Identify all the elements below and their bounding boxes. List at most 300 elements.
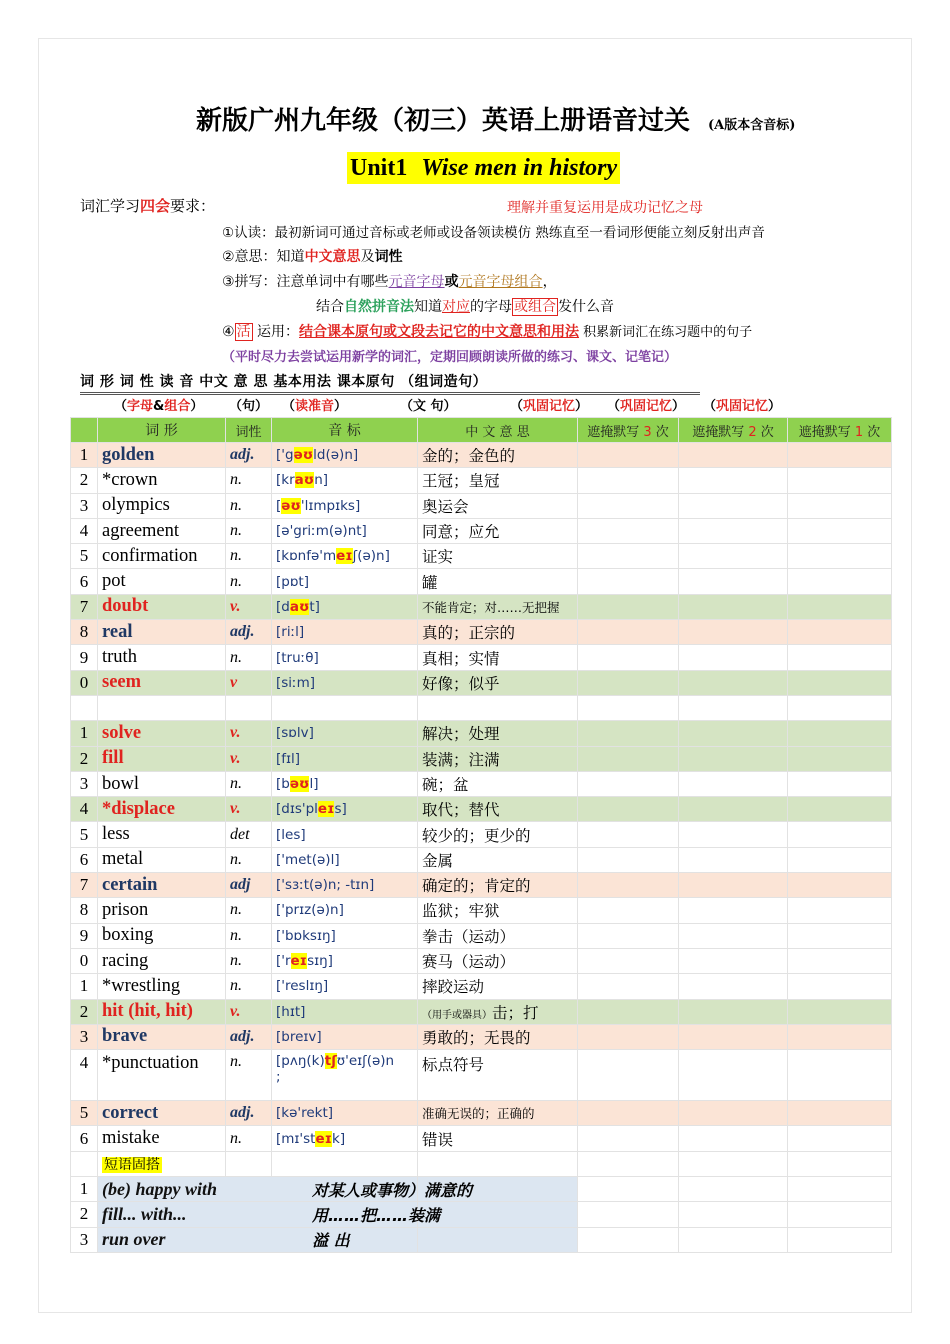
ipa-part: [dɪs'pl <box>276 801 318 818</box>
ipa-part: k] <box>332 1130 346 1147</box>
pos-text: v. <box>230 597 241 615</box>
req-3 <box>222 271 557 291</box>
dictation-cell <box>578 873 679 898</box>
dictation-cell <box>679 1050 788 1101</box>
req-3b-a: 结合 <box>316 299 344 315</box>
dictation-cell <box>788 898 892 923</box>
empty-cell <box>679 1151 788 1176</box>
th-d1-a: 遮掩默写 <box>798 424 855 440</box>
word-cell <box>98 999 226 1024</box>
row-number: 3 <box>71 493 98 518</box>
phrase-text: run over <box>102 1229 166 1250</box>
ipa-part: [d <box>276 598 290 615</box>
sub-1-b: 字母 <box>127 399 154 414</box>
ipa-part: 'lɪmpɪks] <box>300 497 361 514</box>
req-4-b: 活 <box>236 324 251 340</box>
phrase-text: fill... with... <box>102 1203 187 1224</box>
ipa-part: [mɪ'st <box>276 1130 316 1147</box>
ipa-cell <box>272 670 418 695</box>
motto: 理解并重复运用是成功记忆之母 <box>507 200 703 216</box>
dictation-cell <box>578 847 679 872</box>
sub-5-a: （ <box>510 399 524 414</box>
dictation-cell <box>788 594 892 619</box>
ipa-part: ld(ə)n] <box>313 447 359 464</box>
word-text: bowl <box>102 773 139 794</box>
word-cell <box>98 695 226 720</box>
ipa-part: [riːl] <box>276 624 305 641</box>
word-text: correct <box>102 1102 159 1123</box>
ipa-cell <box>272 1024 418 1049</box>
table-row <box>71 797 892 822</box>
row-number: 0 <box>71 948 98 973</box>
pos-cell <box>226 1050 272 1101</box>
row-number <box>71 1151 98 1176</box>
pos-cell <box>226 898 272 923</box>
meaning-text: 罐 <box>422 573 438 592</box>
ipa-part: s] <box>334 801 347 818</box>
dictation-cell <box>679 620 788 645</box>
dictation-cell <box>578 620 679 645</box>
dictation-cell <box>788 974 892 999</box>
word-cell <box>98 974 226 999</box>
table-row <box>71 1050 892 1101</box>
pos-text: adj. <box>230 1104 255 1122</box>
phrase-label-row <box>71 1151 892 1176</box>
table-row <box>71 847 892 872</box>
dictation-cell <box>578 746 679 771</box>
ipa-part: [pɒt] <box>276 573 309 590</box>
dictation-cell <box>679 923 788 948</box>
empty-cell <box>226 1151 272 1176</box>
dictation-cell <box>679 822 788 847</box>
word-cell <box>98 721 226 746</box>
th-d3-b: 次 <box>651 424 669 440</box>
word-cell <box>98 898 226 923</box>
empty-cell <box>272 1151 418 1176</box>
meaning-text: 证实 <box>422 548 454 567</box>
sub-5 <box>510 395 588 414</box>
table-row <box>71 1126 892 1151</box>
dictation-cell <box>578 468 679 493</box>
ipa-cell <box>272 948 418 973</box>
pos-text: n. <box>230 547 242 565</box>
th-dictation-3 <box>578 418 679 443</box>
dictation-cell <box>578 695 679 720</box>
ipa-part: ['prɪz(ə)n] <box>276 902 344 919</box>
req-lead-text: 词汇学习 <box>80 197 141 215</box>
sub-1-c: & <box>153 399 165 414</box>
row-number: 1 <box>71 1177 98 1202</box>
ipa-part: tʃ <box>324 1053 337 1070</box>
dictation-cell <box>679 645 788 670</box>
ipa-part: eɪ <box>336 548 353 565</box>
ipa-part: [hɪt] <box>276 1003 306 1020</box>
row-number: 1 <box>71 443 98 468</box>
word-text: mistake <box>102 1128 160 1149</box>
meaning-cell <box>418 594 578 619</box>
meaning-cell <box>418 771 578 796</box>
ipa-cell <box>272 1126 418 1151</box>
th-d3-a: 遮掩默写 <box>587 424 644 440</box>
meaning-cell <box>418 645 578 670</box>
meaning-cell <box>418 721 578 746</box>
req-3-a: ③拼写：注意单词中有哪些 <box>222 274 389 290</box>
meaning-note: （用手或器具） <box>422 1009 492 1021</box>
dictation-cell <box>679 898 788 923</box>
th-dictation-2 <box>679 418 788 443</box>
req-3-d: 元音字母组合 <box>458 274 543 290</box>
meaning-cell <box>418 873 578 898</box>
pos-cell <box>226 746 272 771</box>
word-cell <box>98 468 226 493</box>
phrase-label-cell <box>98 1151 226 1176</box>
word-text: boxing <box>102 925 154 946</box>
word-cell <box>98 822 226 847</box>
dictation-cell <box>788 544 892 569</box>
ipa-part: eɪ <box>317 801 335 818</box>
phrase-row <box>71 1202 892 1227</box>
row-number: 6 <box>71 569 98 594</box>
table-row <box>71 493 892 518</box>
pos-cell <box>226 1024 272 1049</box>
phrase-meaning-cell <box>312 1202 578 1227</box>
pos-text: n. <box>230 926 242 944</box>
ipa-part: ['r <box>276 953 291 970</box>
dictation-cell <box>788 873 892 898</box>
row-number: 5 <box>71 544 98 569</box>
meaning-cell <box>418 797 578 822</box>
dictation-cell <box>788 822 892 847</box>
word-cell <box>98 771 226 796</box>
dictation-cell <box>578 493 679 518</box>
ipa-part: [kɒnfə'm <box>276 548 337 565</box>
ipa-cell <box>272 594 418 619</box>
meaning-text: 碗；盆 <box>422 776 469 794</box>
req-2 <box>222 246 403 266</box>
dictation-cell <box>788 1050 892 1101</box>
title-note: (A版本含音标) <box>708 118 796 133</box>
sub-1-a: （ <box>114 399 128 414</box>
ipa-cont: ; <box>276 1069 281 1086</box>
meaning-cell <box>418 974 578 999</box>
dictation-cell <box>679 569 788 594</box>
dictation-cell <box>679 468 788 493</box>
table-row <box>71 822 892 847</box>
pos-text: n. <box>230 850 242 868</box>
meaning-text: 好像；似乎 <box>422 674 500 693</box>
dictation-cell <box>679 518 788 543</box>
word-cell <box>98 443 226 468</box>
row-number: 6 <box>71 1126 98 1151</box>
meaning-text: 监狱；牢狱 <box>422 902 500 921</box>
req-3b-f: 或组合 <box>514 299 556 315</box>
page-title <box>196 100 795 137</box>
word-text: hit (hit, hit) <box>102 1001 193 1022</box>
req-1: ①认读：最初新词可通过音标或老师或设备领读模仿 熟练直至一看词形便能立刻反射出声音 <box>222 225 765 241</box>
table-row <box>71 468 892 493</box>
word-text: brave <box>102 1026 148 1047</box>
vocab-body <box>71 443 892 1253</box>
req-3-c: 或 <box>444 274 459 290</box>
ipa-part: [sɒlv] <box>276 725 314 742</box>
word-cell <box>98 620 226 645</box>
dictation-cell <box>788 1227 892 1252</box>
word-cell <box>98 797 226 822</box>
ipa-part: [siːm] <box>276 674 316 691</box>
ipa-part: [breɪv] <box>276 1028 322 1045</box>
table-row <box>71 1024 892 1049</box>
table-row <box>71 771 892 796</box>
phrase-label: 短语固搭 <box>104 1156 160 1173</box>
dictation-cell <box>578 721 679 746</box>
phrase-cell <box>98 1227 418 1252</box>
dictation-cell <box>578 518 679 543</box>
word-cell <box>98 923 226 948</box>
word-text: golden <box>102 444 155 465</box>
pos-cell <box>226 999 272 1024</box>
word-text: *crown <box>102 469 158 490</box>
req-2-a: ②意思：知道 <box>222 249 305 265</box>
phrase-meaning-text: 用……把……装满 <box>312 1205 441 1225</box>
word-text: doubt <box>102 596 149 617</box>
table-row <box>71 974 892 999</box>
pos-text: n. <box>230 572 242 590</box>
dictation-cell <box>679 847 788 872</box>
pos-cell <box>226 873 272 898</box>
req-lead-end: 要求： <box>170 197 216 215</box>
pos-cell <box>226 468 272 493</box>
pos-text: v. <box>230 749 241 767</box>
pos-text: adj. <box>230 1027 255 1045</box>
meaning-text: 较少的；更少的 <box>422 826 531 845</box>
row-number: 0 <box>71 670 98 695</box>
meaning-text: 标点符号 <box>422 1056 485 1075</box>
meaning-text: 奥运会 <box>422 497 469 516</box>
sub-3-e: ） <box>334 399 348 414</box>
word-text: *punctuation <box>102 1053 199 1074</box>
row-number: 3 <box>71 1024 98 1049</box>
dictation-cell <box>679 948 788 973</box>
pos-text: n. <box>230 775 242 792</box>
ipa-part: [ <box>276 497 282 514</box>
table-row <box>71 948 892 973</box>
ipa-cell <box>272 544 418 569</box>
phrase-meaning-text: 对某人或事物）满意的 <box>312 1180 473 1200</box>
meaning-text: 取代；替代 <box>422 801 500 820</box>
dictation-cell <box>788 1101 892 1126</box>
row-number: 1 <box>71 974 98 999</box>
table-row <box>71 594 892 619</box>
ipa-cell <box>272 822 418 847</box>
ipa-part: [ə'griːm(ə)nt] <box>276 523 367 540</box>
ipa-cell <box>272 999 418 1024</box>
unit-label: Unit1 <box>350 155 408 181</box>
vocab-table <box>70 417 892 1253</box>
meaning-text: 摔跤运动 <box>422 978 485 997</box>
sub-1 <box>114 395 203 414</box>
req-3b <box>316 296 614 316</box>
table-row <box>71 670 892 695</box>
word-cell <box>98 948 226 973</box>
row-number: 8 <box>71 620 98 645</box>
row-number: 2 <box>71 1202 98 1227</box>
ipa-part: [truːθ] <box>276 649 319 666</box>
word-cell <box>98 1024 226 1049</box>
meaning-cell <box>418 847 578 872</box>
meaning-cell <box>418 670 578 695</box>
sub-6 <box>607 395 685 414</box>
meaning-text: 错误 <box>422 1130 454 1149</box>
ipa-part: ['bɒksɪŋ] <box>276 927 336 944</box>
table-row <box>71 999 892 1024</box>
word-text: *displace <box>102 798 175 819</box>
sub-7-a: （ <box>703 399 717 414</box>
req-5: （平时尽力去尝试运用新学的词汇，定期回顾朗读所做的练习、课文、记笔记） <box>222 350 678 365</box>
ipa-part: l] <box>309 776 319 792</box>
dictation-cell <box>788 1024 892 1049</box>
dictation-cell <box>788 771 892 796</box>
meaning-cell <box>418 443 578 468</box>
pos-text: det <box>230 825 250 843</box>
meaning-text: 金属 <box>422 851 454 870</box>
table-row <box>71 518 892 543</box>
title-text: 新版广州九年级（初三）英语上册语音过关 <box>196 106 691 136</box>
column-guide: 词 形 词 性 读 音 中文 意 思 基本用法 课本原句 （组词造句） <box>80 371 700 395</box>
dictation-cell <box>679 670 788 695</box>
sub-5-b: 巩固记忆 <box>523 399 576 414</box>
pos-cell <box>226 443 272 468</box>
pos-cell <box>226 670 272 695</box>
dictation-cell <box>679 999 788 1024</box>
meaning-cell <box>418 1050 578 1101</box>
ipa-part: [fɪl] <box>276 750 301 767</box>
dictation-cell <box>578 670 679 695</box>
sub-6-a: （ <box>607 399 621 414</box>
th-ipa: 音 标 <box>272 418 418 443</box>
word-text: certain <box>102 874 158 895</box>
word-cell <box>98 518 226 543</box>
sub-1-d: 组合 <box>164 399 191 414</box>
ipa-part: əʊ <box>281 497 301 514</box>
table-row <box>71 569 892 594</box>
dictation-cell <box>788 645 892 670</box>
ipa-part: aʊ <box>289 598 310 615</box>
dictation-cell <box>788 493 892 518</box>
pos-cell <box>226 493 272 518</box>
sub-3-a: （ <box>282 399 296 414</box>
phrase-row <box>71 1227 892 1252</box>
dictation-cell <box>679 1227 788 1252</box>
req-3b-g: 发什么音 <box>558 299 614 315</box>
row-number: 9 <box>71 923 98 948</box>
pos-text: v. <box>230 1002 241 1020</box>
word-text: real <box>102 621 133 642</box>
dictation-cell <box>788 948 892 973</box>
dictation-cell <box>578 1050 679 1101</box>
phrase-meaning-cell <box>312 1227 578 1252</box>
pos-cell <box>226 771 272 796</box>
row-number: 4 <box>71 797 98 822</box>
req-2-d: 词性 <box>374 249 403 265</box>
meaning-text: 确定的；肯定的 <box>422 877 531 896</box>
word-cell <box>98 645 226 670</box>
phrase-meaning-text: 溢 出 <box>312 1231 350 1251</box>
req-3b-b: 自然拼音法 <box>344 299 414 315</box>
ipa-cell <box>272 443 418 468</box>
ipa-part: ʊ'eɪʃ(ə)n <box>336 1053 395 1070</box>
dictation-cell <box>788 670 892 695</box>
meaning-cell <box>418 493 578 518</box>
dictation-cell <box>578 594 679 619</box>
word-text: solve <box>102 722 142 743</box>
table-row <box>71 1101 892 1126</box>
dictation-cell <box>788 468 892 493</box>
pos-text: n. <box>230 522 242 540</box>
dictation-cell <box>788 518 892 543</box>
req-3-e: ， <box>542 274 557 290</box>
table-row <box>71 544 892 569</box>
table-row <box>71 620 892 645</box>
pos-text: adj. <box>230 623 255 641</box>
phrase-meaning-cell <box>312 1177 578 1202</box>
dictation-cell <box>679 873 788 898</box>
sub-4: （文 句） <box>400 399 457 414</box>
sub-7-b: 巩固记忆 <box>716 399 769 414</box>
dictation-cell <box>788 1126 892 1151</box>
meaning-cell <box>418 1101 578 1126</box>
meaning-cell <box>418 822 578 847</box>
dictation-cell <box>578 797 679 822</box>
ipa-part: [b <box>276 776 290 792</box>
req-2-b: 中文意思 <box>304 249 361 265</box>
row-number: 2 <box>71 999 98 1024</box>
meaning-cell <box>418 544 578 569</box>
row-number: 5 <box>71 1101 98 1126</box>
word-cell <box>98 544 226 569</box>
ipa-cell <box>272 771 418 796</box>
table-row <box>71 645 892 670</box>
pos-cell <box>226 797 272 822</box>
dictation-cell <box>679 594 788 619</box>
word-text: agreement <box>102 520 180 541</box>
dictation-cell <box>679 1024 788 1049</box>
req-4-e: 积累新词汇在练习题中的句子 <box>579 325 753 340</box>
pos-cell <box>226 518 272 543</box>
ipa-cell <box>272 797 418 822</box>
th-word: 词 形 <box>98 418 226 443</box>
dictation-cell <box>679 721 788 746</box>
pos-text: n. <box>230 901 242 919</box>
ipa-part: ['reslɪŋ] <box>276 978 329 995</box>
dictation-cell <box>679 493 788 518</box>
pos-text: adj. <box>230 446 255 464</box>
word-cell <box>98 847 226 872</box>
phrase-text: (be) happy with <box>102 1178 217 1199</box>
ipa-part: n] <box>314 472 329 489</box>
pos-cell <box>226 544 272 569</box>
pos-text: n. <box>230 648 242 666</box>
meaning-cell <box>418 695 578 720</box>
th-dictation-1 <box>788 418 892 443</box>
th-d1-n: 1 <box>854 424 864 440</box>
meaning-text: 真的；正宗的 <box>422 624 516 643</box>
meaning-cell <box>418 948 578 973</box>
req-4 <box>222 321 752 341</box>
dictation-cell <box>679 544 788 569</box>
word-cell <box>98 569 226 594</box>
pos-cell <box>226 923 272 948</box>
sub-1-e: ） <box>190 399 204 414</box>
